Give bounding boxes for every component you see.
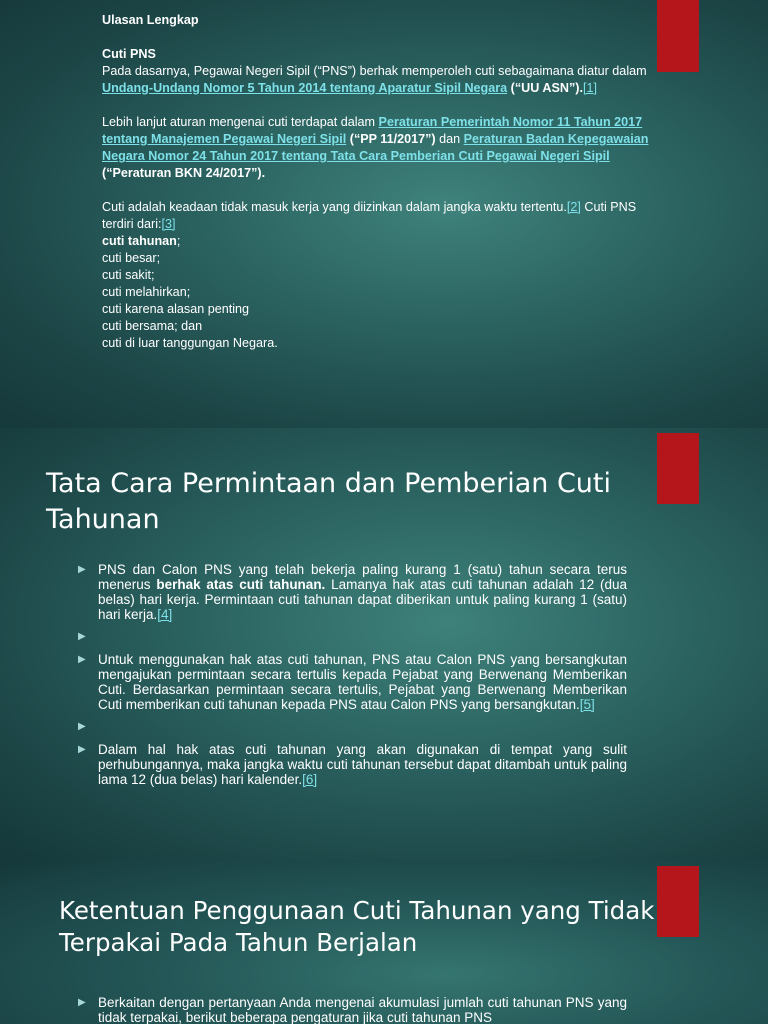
footnote-ref-1[interactable]: [1] <box>582 81 597 95</box>
list-item: cuti besar; <box>102 251 161 265</box>
review-subheading: Cuti PNS <box>102 47 156 61</box>
triangle-bullet-icon: ▶ <box>78 721 86 732</box>
bullet-list <box>78 562 627 794</box>
footnote-ref-5[interactable]: [5] <box>579 697 595 712</box>
list-item: cuti di luar tanggungan Negara. <box>102 336 278 350</box>
bullet-list <box>78 995 627 1024</box>
paragraph-3: Cuti adalah keadaan tidak masuk kerja yang diizinkan dalam jangka waktu tertentu.[2] Cuti PNS terdiri dari:[3] <box>102 200 637 231</box>
review-text <box>102 12 662 352</box>
list-item: cuti tahunan; <box>102 234 181 248</box>
list-item: cuti bersama; dan <box>102 319 203 333</box>
bullet-item: ▶ Berkaitan dengan pertanyaan Anda mengenai akumulasi jumlah cuti tahunan PNS yang tidak terpakai, berikut beberapa pengaturan jika cuti tahunan PNS <box>78 995 627 1024</box>
review-heading: Ulasan Lengkap <box>102 13 199 27</box>
footnote-ref-6[interactable]: [6] <box>302 772 318 787</box>
list-item: cuti sakit; <box>102 268 155 282</box>
triangle-bullet-icon: ▶ <box>78 654 86 665</box>
paragraph-2: Lebih lanjut aturan mengenai cuti terdapat dalam Peraturan Pemerintah Nomor 11 Tahun 2017 tentang Manajemen Pegawai Negeri Sipil (“PP 11/2017”) dan Peraturan Badan Kepegawaian Negara Nomor 24 Tahun 2017 tentang Tata Cara Pemberian Cuti Pegawai Negeri Sipil (“Peraturan BKN 24/2017”). <box>102 115 649 180</box>
triangle-bullet-icon: ▶ <box>78 744 86 755</box>
section-title: Tata Cara Permintaan dan Pemberian Cuti Tahunan <box>46 468 612 535</box>
section-title: Ketentuan Penggunaan Cuti Tahunan yang Tidak Terpakai Pada Tahun Berjalan <box>59 896 655 957</box>
triangle-bullet-icon: ▶ <box>78 564 86 575</box>
accent-bar <box>657 433 699 504</box>
bullet-item-empty <box>78 719 627 734</box>
link-peraturan-bkn[interactable]: Peraturan Badan Kepegawaian Negara Nomor 24 Tahun 2017 tentang Tata Cara Pemberian Cuti Pegawai Negeri Sipil <box>102 132 649 163</box>
slide-procedure <box>0 428 768 860</box>
accent-bar <box>657 0 699 72</box>
bullet-item: ▶ PNS dan Calon PNS yang telah bekerja paling kurang 1 (satu) tahun secara terus menerus berhak atas cuti tahunan. Lamanya hak atas cuti tahunan adalah 12 (dua belas) hari kerja. Permintaan cuti tahunan dapat diberikan untuk paling kurang 1 (satu) hari kerja.[4] <box>78 562 627 622</box>
triangle-bullet-icon: ▶ <box>78 997 86 1008</box>
link-uu-asn[interactable]: Undang-Undang Nomor 5 Tahun 2014 tentang Aparatur Sipil Negara <box>102 81 508 95</box>
list-item: cuti karena alasan penting <box>102 302 250 316</box>
footnote-ref-2[interactable]: [2] <box>566 200 581 214</box>
bullet-item: ▶ Untuk menggunakan hak atas cuti tahunan, PNS atau Calon PNS yang bersangkutan mengajukan permintaan secara tertulis kepada Pejabat yang Berwenang Memberikan Cuti. Berdasarkan permintaan secara tertulis, Pejabat yang Berwenang Memberikan Cuti memberikan cuti tahunan kepada PNS atau Calon PNS yang bersangkutan.[5] <box>78 652 627 712</box>
triangle-bullet-icon: ▶ <box>78 631 86 642</box>
list-item: cuti melahirkan; <box>102 285 191 299</box>
footnote-ref-3[interactable]: [3] <box>161 217 176 231</box>
footnote-ref-4[interactable]: [4] <box>157 607 173 622</box>
slide-review <box>0 0 768 428</box>
paragraph-1: Pada dasarnya, Pegawai Negeri Sipil (“PNS”) berhak memperoleh cuti sebagaimana diatur dalam Undang-Undang Nomor 5 Tahun 2014 tentang Aparatur Sipil Negara (“UU ASN”).[1] <box>102 64 647 95</box>
slide-unused-leave <box>0 860 768 1024</box>
bullet-item: ▶ Dalam hal hak atas cuti tahunan yang akan digunakan di tempat yang sulit perhubungannya, maka jangka waktu cuti tahunan tersebut dapat ditambah untuk paling lama 12 (dua belas) hari kalender.[6] <box>78 742 627 787</box>
link-pp-11-2017[interactable]: Peraturan Pemerintah Nomor 11 Tahun 2017 tentang Manajemen Pegawai Negeri Sipil <box>102 115 643 146</box>
bullet-item-empty <box>78 629 627 644</box>
